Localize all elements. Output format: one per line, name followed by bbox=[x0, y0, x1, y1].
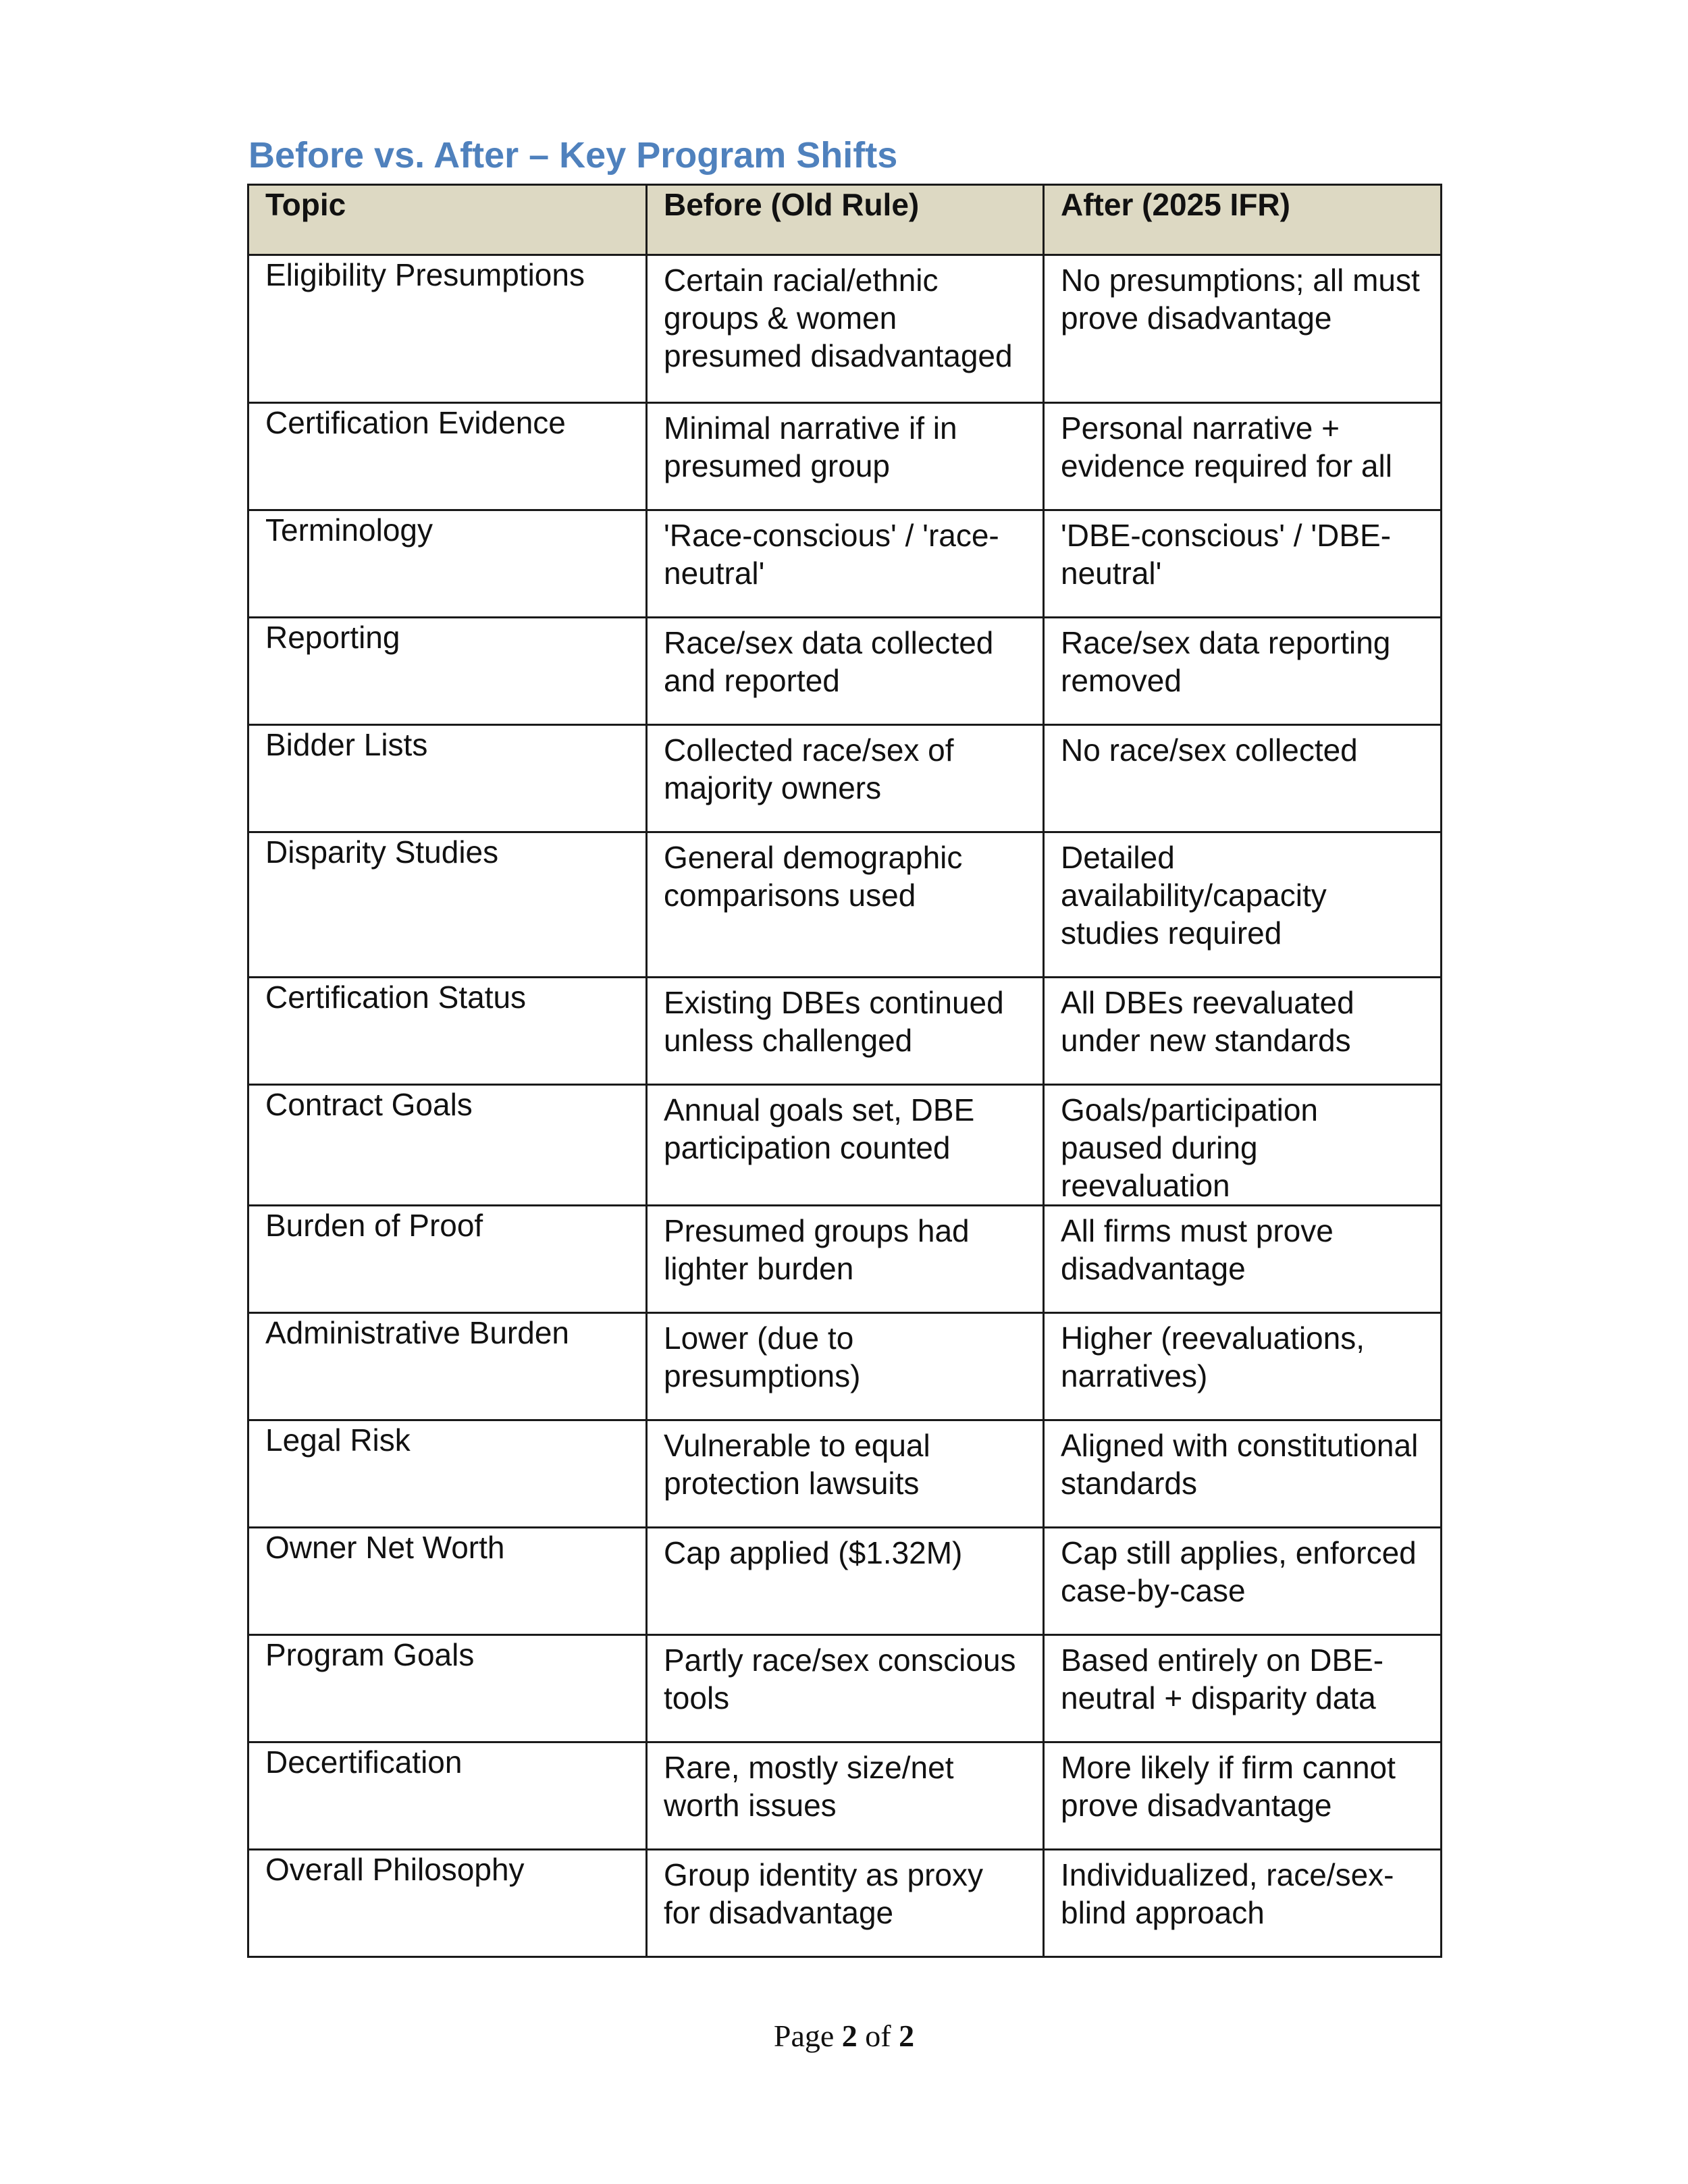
before-cell: Annual goals set, DBE participation counted bbox=[647, 1085, 1044, 1206]
table-row bbox=[248, 1085, 1442, 1206]
before-cell: Collected race/sex of majority owners bbox=[647, 725, 1044, 832]
before-cell: Existing DBEs continued unless challenged bbox=[647, 978, 1044, 1085]
table-row bbox=[248, 978, 1442, 1085]
table-row bbox=[248, 1635, 1442, 1742]
before-cell: Presumed groups had lighter burden bbox=[647, 1206, 1044, 1313]
topic-cell: Administrative Burden bbox=[248, 1313, 647, 1420]
topic-cell: Eligibility Presumptions bbox=[248, 255, 647, 403]
before-cell: 'Race-conscious' / 'race-neutral' bbox=[647, 510, 1044, 618]
topic-cell: Contract Goals bbox=[248, 1085, 647, 1206]
after-cell: Personal narrative + evidence required for all bbox=[1044, 403, 1442, 510]
before-cell: General demographic comparisons used bbox=[647, 832, 1044, 978]
table-row bbox=[248, 1528, 1442, 1635]
after-cell: Based entirely on DBE-neutral + disparity data bbox=[1044, 1635, 1442, 1742]
of-label: of bbox=[865, 2019, 891, 2053]
table-row bbox=[248, 1420, 1442, 1528]
after-cell: Cap still applies, enforced case-by-case bbox=[1044, 1528, 1442, 1635]
comparison-table-container bbox=[247, 184, 1440, 1958]
topic-cell: Certification Evidence bbox=[248, 403, 647, 510]
after-cell: Aligned with constitutional standards bbox=[1044, 1420, 1442, 1528]
page-title: Before vs. After – Key Program Shifts bbox=[248, 135, 898, 176]
after-cell: No race/sex collected bbox=[1044, 725, 1442, 832]
after-cell: Individualized, race/sex-blind approach bbox=[1044, 1850, 1442, 1957]
before-cell: Vulnerable to equal protection lawsuits bbox=[647, 1420, 1044, 1528]
after-cell: More likely if firm cannot prove disadvantage bbox=[1044, 1742, 1442, 1850]
topic-cell: Bidder Lists bbox=[248, 725, 647, 832]
table-row bbox=[248, 618, 1442, 725]
before-cell: Group identity as proxy for disadvantage bbox=[647, 1850, 1044, 1957]
after-cell: No presumptions; all must prove disadvantage bbox=[1044, 255, 1442, 403]
after-cell: 'DBE-conscious' / 'DBE-neutral' bbox=[1044, 510, 1442, 618]
topic-cell: Disparity Studies bbox=[248, 832, 647, 978]
after-cell: All DBEs reevaluated under new standards bbox=[1044, 978, 1442, 1085]
before-cell: Minimal narrative if in presumed group bbox=[647, 403, 1044, 510]
before-cell: Lower (due to presumptions) bbox=[647, 1313, 1044, 1420]
after-cell: Race/sex data reporting removed bbox=[1044, 618, 1442, 725]
table-row bbox=[248, 1850, 1442, 1957]
before-cell: Certain racial/ethnic groups & women presumed disadvantaged bbox=[647, 255, 1044, 403]
topic-cell: Terminology bbox=[248, 510, 647, 618]
before-cell: Race/sex data collected and reported bbox=[647, 618, 1044, 725]
table-row bbox=[248, 403, 1442, 510]
table-row bbox=[248, 510, 1442, 618]
after-cell: Higher (reevaluations, narratives) bbox=[1044, 1313, 1442, 1420]
table-row bbox=[248, 1313, 1442, 1420]
page-footer bbox=[0, 2017, 1688, 2055]
topic-cell: Reporting bbox=[248, 618, 647, 725]
topic-cell: Legal Risk bbox=[248, 1420, 647, 1528]
topic-cell: Overall Philosophy bbox=[248, 1850, 647, 1957]
table-row bbox=[248, 832, 1442, 978]
table-header-row bbox=[248, 185, 1442, 255]
header-before: Before (Old Rule) bbox=[647, 185, 1044, 255]
before-cell: Rare, mostly size/net worth issues bbox=[647, 1742, 1044, 1850]
page-label: Page bbox=[773, 2019, 835, 2053]
table-row bbox=[248, 725, 1442, 832]
before-cell: Partly race/sex conscious tools bbox=[647, 1635, 1044, 1742]
topic-cell: Program Goals bbox=[248, 1635, 647, 1742]
before-cell: Cap applied ($1.32M) bbox=[647, 1528, 1044, 1635]
table-row bbox=[248, 255, 1442, 403]
topic-cell: Certification Status bbox=[248, 978, 647, 1085]
topic-cell: Decertification bbox=[248, 1742, 647, 1850]
topic-cell: Burden of Proof bbox=[248, 1206, 647, 1313]
topic-cell: Owner Net Worth bbox=[248, 1528, 647, 1635]
current-page-number: 2 bbox=[841, 2019, 858, 2053]
after-cell: Goals/participation paused during reevaluation bbox=[1044, 1085, 1442, 1206]
table-row bbox=[248, 1206, 1442, 1313]
header-after: After (2025 IFR) bbox=[1044, 185, 1442, 255]
header-topic: Topic bbox=[248, 185, 647, 255]
total-page-number: 2 bbox=[899, 2019, 915, 2053]
table-row bbox=[248, 1742, 1442, 1850]
comparison-table bbox=[247, 184, 1442, 1958]
after-cell: All firms must prove disadvantage bbox=[1044, 1206, 1442, 1313]
after-cell: Detailed availability/capacity studies required bbox=[1044, 832, 1442, 978]
